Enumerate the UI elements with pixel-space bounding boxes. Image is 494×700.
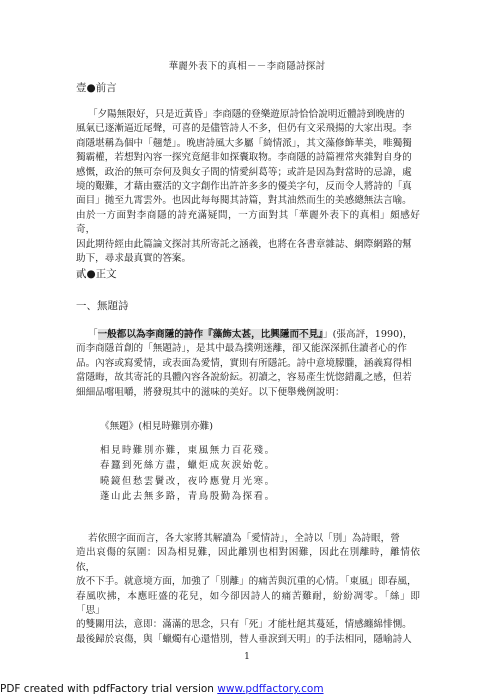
analysis-line: 的雙關用法，意即：滿滿的思念，只有「死」才能杜絕其蔓延，情感纏綿悱惻。 [76, 619, 412, 631]
analysis-line: 若依照字面而言，各大家將其解讀為「愛情詩」，全詩以「別」為詩眼，營 [88, 533, 400, 544]
preface-line: 由於一方面對李商隱的詩充滿疑問，一方面對其「華麗外表下的真相」頗感好奇， [76, 209, 420, 236]
quote-line: 品。內容或寫愛情，或表面為愛情，實則有所隱託。詩中意境朦朧，涵義寫得相 [76, 357, 412, 369]
highlighted-quote: 一般都以為李商隱的詩作『藻飾太甚，比興隱而不見』 [97, 329, 324, 340]
preface-line: 因此期待經由此篇論文探討其所寄託之涵義，也將在各書章雜誌、網際網路的幫 [76, 238, 412, 250]
poem-title: 《無題》(相見時難別亦難) [100, 421, 214, 432]
quote-first-line [76, 328, 420, 342]
page-number: 1 [244, 652, 250, 662]
preface-paragraph [76, 108, 420, 266]
footer-text: PDF created with pdfFactory trial version [0, 683, 218, 695]
poem-line: 曉鏡但愁雲鬢改，夜吟應覺月光寒。 [100, 475, 276, 487]
pdf-footer [0, 683, 324, 695]
running-head: 華麗外表下的真相－－李商隱詩探討 [168, 61, 326, 72]
preface-line: 獨霸權，若想對內容一探究竟絕非如探囊取物。李商隱的詩篇裡常夾雜對自身的 [76, 152, 412, 164]
poem-line: 相見時難別亦難，東風無力百花殘。 [100, 445, 276, 456]
preface-line: 商隱堪稱為個中「翹楚」。晚唐詩風大多屬「綺情派」，其文藻修飾華美，唯獨獨 [76, 137, 412, 149]
preface-line: 境的艱難，才藉由靈活的文字創作出許許多多的優美字句，反而令人將詩的「真 [76, 181, 412, 193]
analysis-line: 春風吹拂，本應旺盛的花兒，如今卻因詩人的痛苦難耐，紛紛凋零。「絲」即「思」 [76, 590, 420, 617]
preface-line: 助下，尋求最真實的答案。 [76, 253, 192, 265]
analysis-line: 放不下手。就意境方面，加強了「別離」的痛苦與沉重的心情。「東風」即春風， [76, 576, 417, 588]
footer-link[interactable]: www.pdffactory.com [217, 683, 324, 695]
quote-line: 當隱晦，故其寄託的具體內容各說紛紜。初讀之，容易產生恍惚錯亂之感，但若 [76, 372, 412, 384]
subsection-heading: 一、無題詩 [76, 300, 129, 312]
preface-line: 面目」拋至九霄雲外。也因此每每閱其詩篇，對其油然而生的美感總無法言喻。 [76, 195, 412, 207]
quote-open: 「 [88, 329, 98, 340]
poem-line: 春蠶到死絲方盡，蠟炬成灰淚始乾。 [100, 460, 276, 472]
poem-line: 蓬山此去無多路，青鳥殷勤為探看。 [100, 490, 276, 502]
preface-line: 風氣已逐漸逼近尾聲，可喜的是儘管詩人不多，但仍有文采飛揚的大家出現。李 [76, 123, 412, 135]
analysis-paragraph [76, 532, 420, 647]
analysis-line: 最後歸於哀傷，與「蠟燭有心還惜別，替人垂淚到天明」的手法相同，隱喻詩人 [76, 633, 412, 645]
body-heading: 貳●正文 [76, 268, 117, 280]
preface-heading: 壹●前言 [76, 82, 117, 94]
quote-paragraph [76, 328, 420, 400]
quote-line: 細細品嚐咀嚼，將發現其中的滋味的美好。以下便舉幾例說明： [76, 386, 345, 398]
quote-citation: 」(張高評，1990)， [323, 329, 413, 340]
analysis-line: 造出哀傷的氛圍：因為相見難，因此離別也相對困難，因此在別離時，離情依依， [76, 547, 420, 573]
preface-line: 感慨，政治的無可奈何及與女子間的情愛糾葛等；或許是因為對當時的忌諱，處 [76, 166, 412, 178]
quote-line: 而李商隱首創的「無題詩」，是其中最為撲朔迷離，卻又能深深抓住讀者心的作 [76, 343, 407, 355]
poem-body [100, 443, 276, 504]
preface-line: 「夕陽無限好，只是近黃昏」李商隱的登樂遊原詩恰恰說明近體詩到晚唐的 [88, 109, 405, 120]
